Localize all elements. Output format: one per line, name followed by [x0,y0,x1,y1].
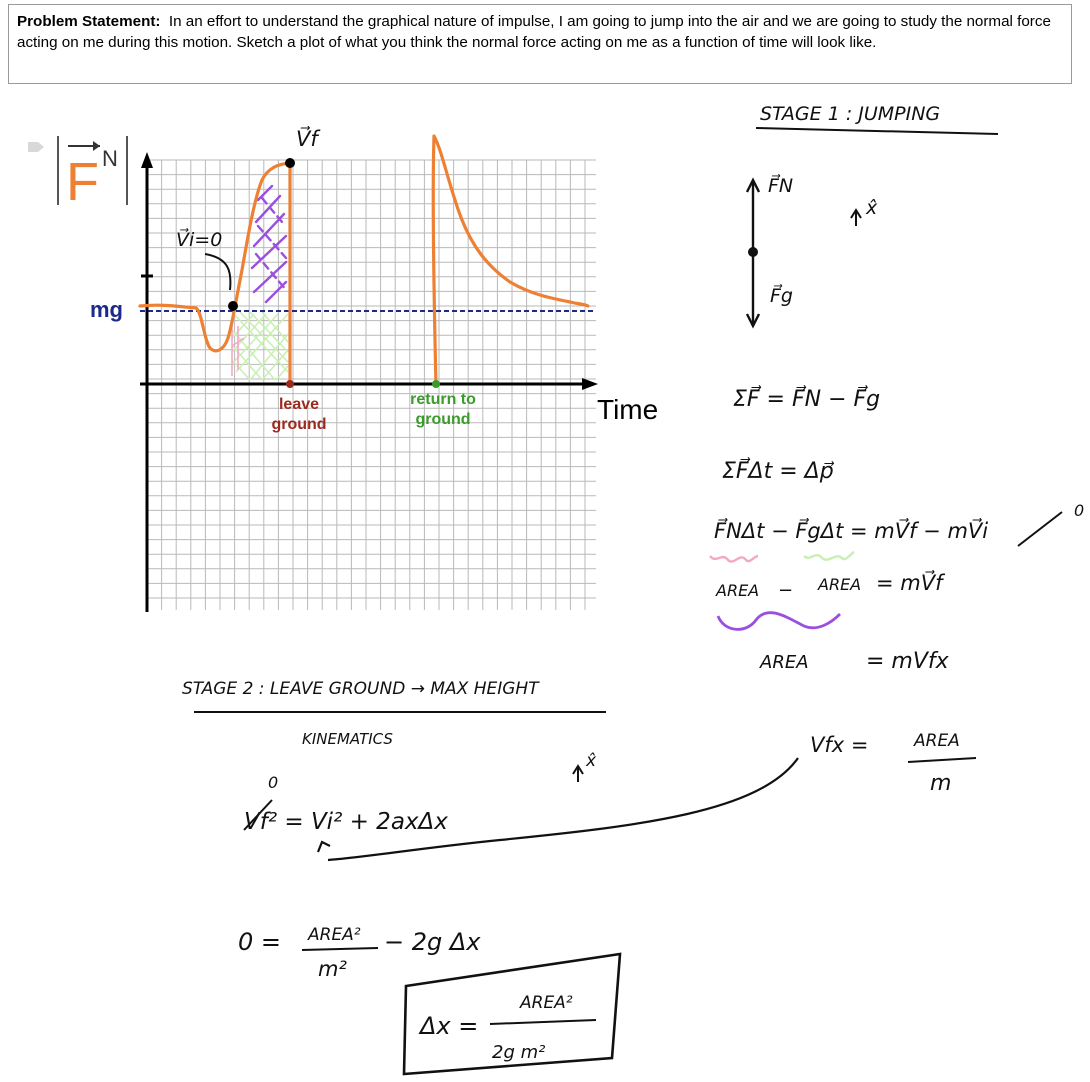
vfx-lhs: Vfx = [810,733,869,757]
vfx-denominator: m [930,771,952,796]
stage1-underline [756,128,998,134]
final-denominator: m² [318,957,347,981]
area-pink: AREA [716,581,760,600]
return-label-2: ground [415,411,471,428]
vf-label: V⃗f [296,127,318,151]
problem-label: Problem Statement: [17,13,161,30]
green-area-hatch [232,312,288,380]
x-axis-arrow-icon [582,378,598,390]
leave-label-1: leave [278,396,320,413]
final-rest: − 2g Δx [384,928,481,956]
box-numerator: AREA² [520,993,573,1013]
time-axis-label: Time [597,394,659,425]
substitution-arrow-head-icon [318,842,330,852]
vi-zero: 0 [1074,501,1085,520]
final-fraction-bar [302,948,378,950]
eq5-rhs: = mVfx [866,649,949,674]
area-purple: AREA [760,652,809,673]
vf-point [285,158,295,168]
fn-label: F⃗N [768,175,794,197]
slide-marker-icon [28,142,44,152]
eq-net-force: ΣF⃗ = F⃗N − F⃗g [733,387,881,412]
body-dot [748,247,758,257]
eq-impulse: ΣF⃗Δt = Δp⃗ [722,459,834,484]
box-fraction-bar [490,1020,596,1024]
mg-label: mg [90,297,123,322]
area-minus: − [778,580,794,601]
vfx-numerator: AREA [914,731,960,751]
stage2-title: STAGE 2 : LEAVE GROUND → MAX HEIGHT [182,679,539,699]
return-label-1: return to [410,391,476,408]
eq4-rhs: = mV⃗f [876,571,943,595]
normal-force-curve [140,163,290,386]
return-ground-point [432,380,440,388]
green-squiggle [804,552,854,560]
stage1-title: STAGE 1 : JUMPING [760,103,941,125]
x-direction-arrow-2-icon [573,766,583,782]
problem-text: In an effort to understand the graphical nature of impulse, I am going to jump into the air and we are going to study the normal force acting on me during this motion. Sketch a plot of what you think the normal force acting on me as a function of time will look like. [17,13,1051,51]
vi-pointer [205,254,230,290]
vi-label: V⃗i=0 [176,229,223,251]
box-lhs: Δx = [420,1012,479,1040]
final-lhs: 0 = [238,928,282,956]
final-numerator: AREA² [308,925,361,945]
vf-zero: 0 [268,773,279,792]
leave-label-2: ground [271,416,327,433]
vi-point [228,301,238,311]
purple-brace [718,613,840,630]
kinematics-equation: Vf² = Vi² + 2axΔx [244,809,448,835]
area-green: AREA [818,575,862,594]
fg-label: F⃗g [770,285,793,307]
vfx-fraction-bar [908,758,976,762]
x-direction-label: x̂ [866,197,878,219]
return-curve [433,136,588,386]
eq-expanded: F⃗NΔt − F⃗gΔt = mV⃗f − mV⃗i [714,519,989,543]
leave-ground-point [286,380,294,388]
normal-superscript: N [102,146,118,171]
force-symbol: F [66,152,99,212]
y-axis-label [58,136,127,212]
x-direction-label-2: x̂ [586,751,597,771]
kinematics-label: KINEMATICS [302,730,393,748]
pink-squiggle [710,556,758,562]
box-denominator: 2g m² [492,1042,546,1063]
vi-strike [1018,512,1062,546]
x-direction-arrow-icon [851,210,861,226]
